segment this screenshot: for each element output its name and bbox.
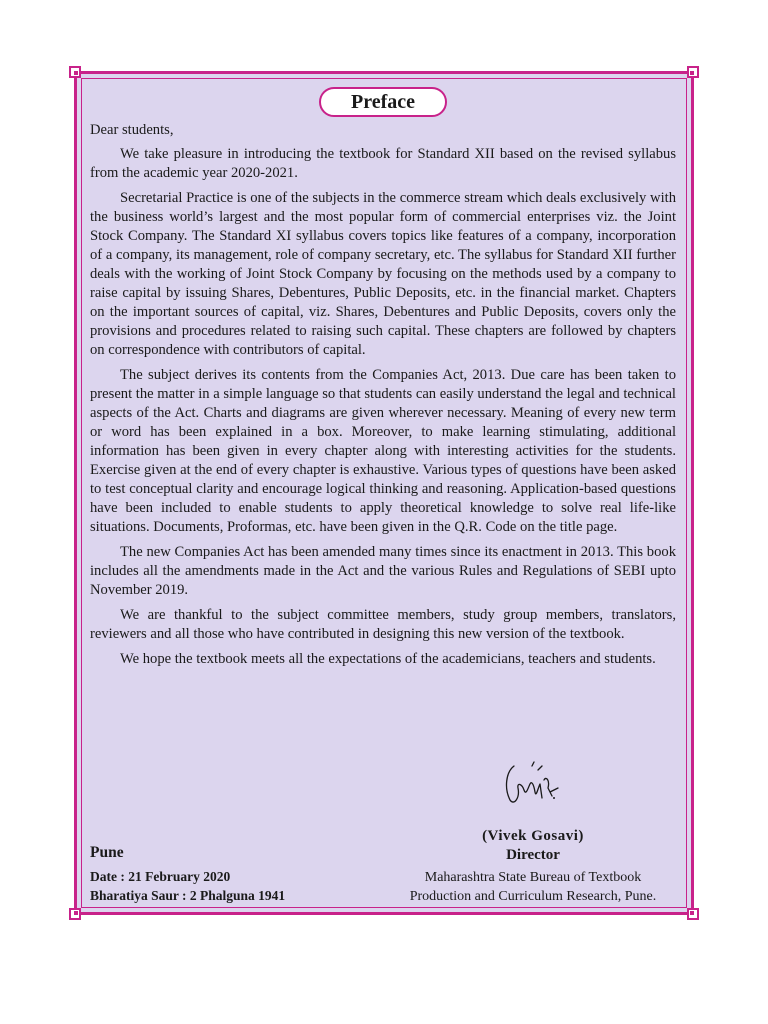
signatory-block bbox=[388, 827, 678, 906]
signatory-organization-line-1: Maharashtra State Bureau of Textbook bbox=[424, 870, 642, 885]
salutation: Dear students, bbox=[90, 122, 174, 138]
paragraph-amendments: The new Companies Act has been amended many times since its enactment in 2013. This book includes all the amendments made in the Act and the various Rules and Regulations of SEBI upto November 2019. bbox=[90, 544, 676, 598]
paragraph-thanks: We are thankful to the subject committee members, study group members, translators, reviewers and all those who have contributed in designing this new version of the textbook. bbox=[90, 607, 676, 642]
signatory-designation: Director bbox=[506, 847, 560, 863]
paragraph-subject-overview: Secretarial Practice is one of the subjects in the commerce stream which deals exclusively with the business world’s largest and the most popular form of commercial enterprises viz. the Joint Stock Company. The Standard XI syllabus covers topics like features of a company, incorporation of a company, its management, role of company secretary, etc. The syllabus for Standard XII further deals with the working of Joint Stock Company by focusing on the methods used by a company to raise capital by issuing Shares, Debentures, Public Deposits, etc. in the financial market. Chapters on the important sources of capital, viz. Shares, Debentures and Public Deposits, covers only the provisions and procedures related to raising such capital. These chapters are followed by chapters on correspondence with contributors of capital. bbox=[90, 190, 676, 358]
handwritten-signature bbox=[502, 758, 564, 814]
signatory-organization-line-2: Production and Curriculum Research, Pune. bbox=[409, 889, 657, 904]
paragraph-hope: We hope the textbook meets all the expectations of the academicians, teachers and students. bbox=[120, 651, 656, 667]
paragraph-intro: We take pleasure in introducing the textbook for Standard XII based on the revised syllabus from the academic year 2020-2021. bbox=[90, 146, 676, 181]
corner-ornament-top-left bbox=[69, 66, 81, 78]
paragraph-contents: The subject derives its contents from the Companies Act, 2013. Due care has been taken to present the matter in a simple language so that students can easily understand the legal and technical aspects of the Act. Charts and diagrams are given wherever necessary. Meaning of every new term or word has been explained in a box. Moreover, to make learning stimulating, additional information has been given in every chapter along with interesting activities for the students. Exercise given at the end of every chapter is exhaustive. Various types of questions have been asked to test conceptual clarity and encourage logical thinking and reasoning. Application-based questions have been included to enable students to apply theoretical knowledge to solve real life-like situations. Documents, Proformas, etc. have been given in the Q.R. Code on the title page. bbox=[90, 367, 676, 535]
corner-ornament-bottom-left bbox=[69, 908, 81, 920]
page-title: Preface bbox=[319, 87, 447, 117]
corner-ornament-top-right bbox=[687, 66, 699, 78]
place: Pune bbox=[90, 844, 124, 861]
date: Date : 21 February 2020 bbox=[90, 869, 231, 884]
preface-body bbox=[90, 121, 676, 675]
signatory-name: (Vivek Gosavi) bbox=[482, 828, 584, 844]
place-date-block bbox=[90, 843, 350, 905]
corner-ornament-bottom-right bbox=[687, 908, 699, 920]
bharatiya-saur-date: Bharatiya Saur : 2 Phalguna 1941 bbox=[90, 888, 286, 903]
